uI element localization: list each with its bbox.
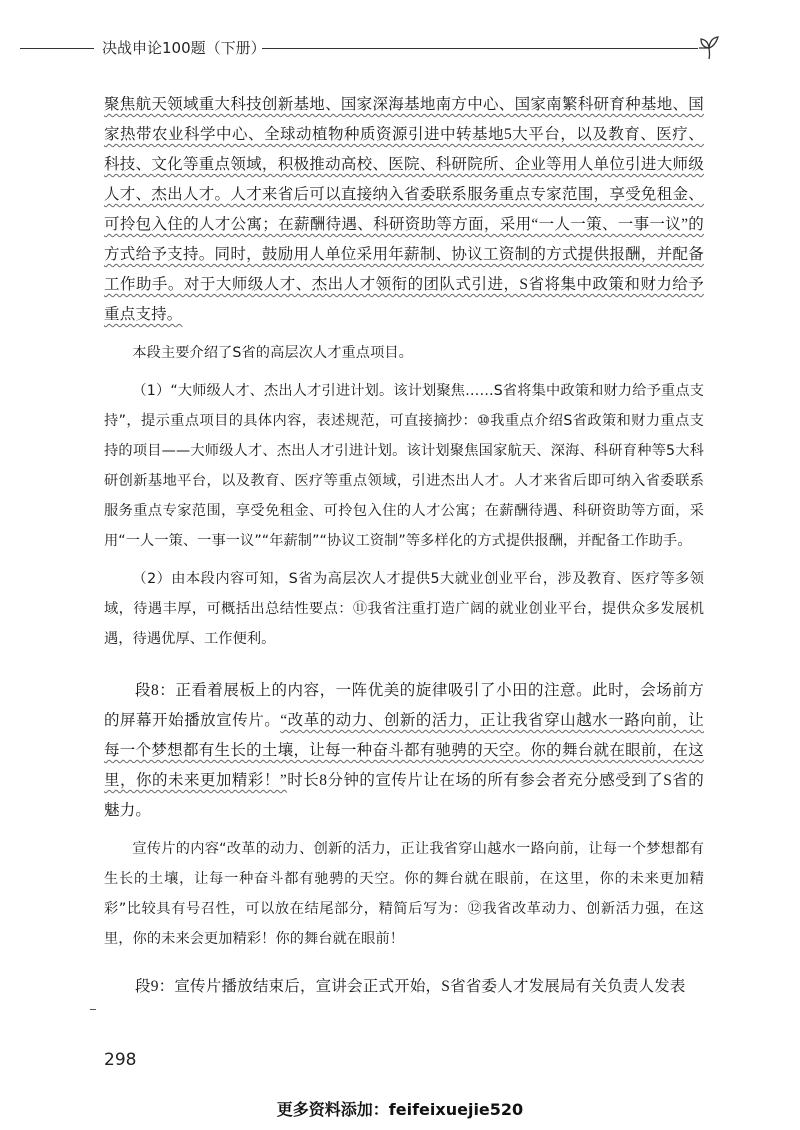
header-rule-right [262, 48, 698, 49]
page-number: 298 [104, 1050, 137, 1070]
header-rule-left [20, 48, 94, 49]
paragraph-8-tail: 时长8分钟的宣传片让在场的所有参会者充分感受到了S省的魅力。 [104, 772, 704, 819]
analysis-point-3: 宣传片的内容“改革的动力、创新的活力，正让我省穿山越水一路向前，让每一个梦想都有生长的土壤，让每一种奋斗都有驰骋的天空。你的舞台就在眼前，在这里，你的未来更加精彩”比较具有号召性，可以放在结尾部分，精简后写为：⑫我省改革动力、创新活力强，在这里，你的未来会更加精彩！你的舞台就在眼前！ [104, 841, 704, 947]
margin-mark [90, 1009, 96, 1010]
analysis-point-1: （1）“大师级人才、杰出人才引进计划。该计划聚焦……S省将集中政策和财力给予重点支持”，提示重点项目的具体内容，表述规范，可直接摘抄：⑩我重点介绍S省政策和财力重点支持的项目——大师级人才、杰出人才引进计划。该计划聚焦国家航天、深海、科研育种等5大科研创新基地平台，以及教育、医疗等重点领域，引进杰出人才。人才来省后即可纳入省委联系服务重点专家范围，享受免租金、可拎包入住的人才公寓；在薪酬待遇、科研资助等方面，采用“一人一策、一事一议”“年薪制”“协议工资制”等多样化的方式提供报酬，并配备工作助手。 [104, 383, 704, 549]
paragraph-8 [104, 676, 704, 826]
analysis-point-2: （2）由本段内容可知，S省为高层次人才提供5大就业创业平台，涉及教育、医疗等多领域，待遇丰厚，可概括出总结性要点：⑪我省注重打造广阔的就业创业平台，提供众多发展机遇，待遇优厚、工作便利。 [104, 571, 704, 647]
promo-quote-underlined: “改革的动力、创新的活力，正让我省穿山越水一路向前，让每一个梦想都有生长的土壤，让每一种奋斗都有驰骋的天空。你的舞台就在眼前，在这里，你的未来更加精彩！” [104, 712, 704, 789]
paragraph-8-lead: 段8：正看着展板上的内容，一阵优美的旋律吸引了小田的注意。此时，会场前方的屏幕开始播放宣传片。 [104, 682, 704, 729]
book-title: 决战申论100题（下册） [102, 39, 266, 57]
running-header [20, 35, 720, 63]
sprout-icon [695, 33, 723, 61]
quoted-text-underlined: 聚焦航天领域重大科技创新基地、国家深海基地南方中心、国家南繁科研育种基地、国家热带农业科学中心、全球动植物种质资源引进中转基地5大平台，以及教育、医疗、科技、文化等重点领域，积极推动高校、医院、科研院所、企业等用人单位引进大师级人才、杰出人才。人才来省后可以直接纳入省委联系服务重点专家范围，享受免租金、可拎包入住的人才公寓；在薪酬待遇、科研资助等方面，采用“一人一策、一事一议”的方式给予支持。同时，鼓励用人单位采用年薪制、协议工资制的方式提供报酬，并配备工作助手。对于大师级人才、杰出人才领衔的团队式引进，S省将集中政策和财力给予重点支持。 [104, 96, 704, 323]
page-body [104, 90, 704, 1002]
paragraph-9: 段9：宣传片播放结束后，宣讲会正式开始，S省省委人才发展局有关负责人发表 [135, 978, 686, 995]
section-intro: 本段主要介绍了S省的高层次人才重点项目。 [132, 345, 413, 361]
paragraph-7-continued [104, 90, 704, 330]
watermark-note: 更多资料添加：feifeixuejie520 [276, 1100, 524, 1119]
